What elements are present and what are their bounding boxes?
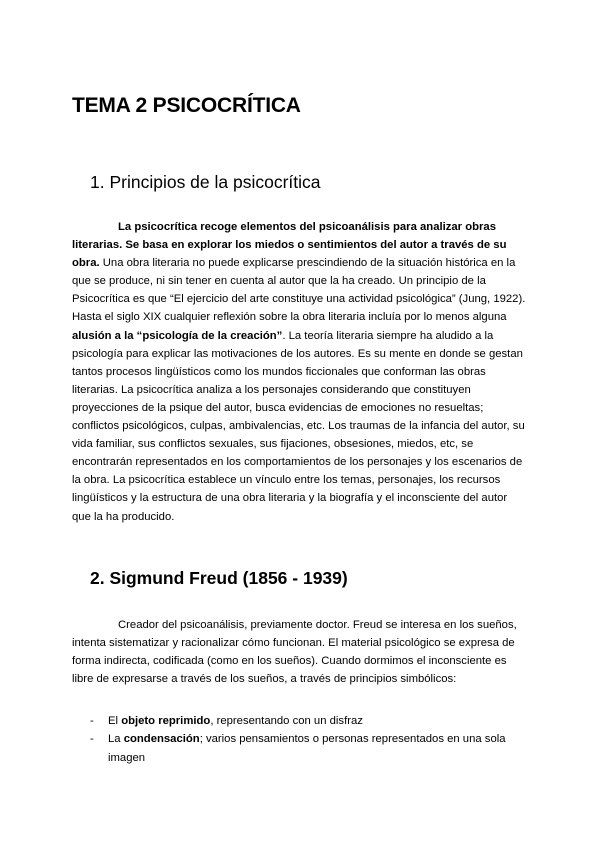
section-1-paragraph — [72, 218, 528, 526]
list-item-term: condensación — [123, 733, 200, 746]
list-item — [72, 712, 528, 730]
list-item-term: objeto reprimido — [121, 715, 211, 727]
lead-bold-text: La psicocrítica recoge elementos del psicoanálisis para analizar obras literarias. Se basa en explorar los miedos o sentimientos del autor a través de su obra. — [72, 221, 507, 270]
list-marker: - — [90, 715, 94, 727]
paragraph-text-c: . La teoría literaria siempre ha aludido a la psicología para explicar las motivaciones de los autores. Es su mente en donde se gestan tantos procesos lingüísticos como los mundos ficcionales que conforman las obras literarias. La psicocrítica analiza a los personajes considerando que constituyen proyecciones de la psique del autor, busca evidencias de emociones no resueltas; conflictos psicológicos, culpas, ambivalencias, etc. Los traumas de la infancia del autor, su vida familiar, sus conflictos sexuales, sus fijaciones, obsesiones, miedos, etc, se encontrarán representados en los comportamientos de los personajes y los escenarios de la obra. La psicocrítica establece un vínculo entre los temas, personajes, los recursos lingüísticos y la estructura de una obra literaria y la biografía y el inconsciente del autor que la ha producido. — [72, 329, 525, 523]
document-title: TEMA 2 PSICOCRÍTICA — [72, 94, 301, 117]
list-item — [72, 730, 528, 767]
section-1-heading: 1. Principios de la psicocrítica — [90, 172, 321, 192]
list-marker: - — [90, 733, 94, 746]
list-item-post: ; varios pensamientos o personas representados en una sola imagen — [108, 733, 506, 764]
symbolic-principles-list — [72, 712, 528, 767]
list-item-pre: El — [108, 715, 122, 727]
section-2-paragraph: Creador del psicoanálisis, previamente doctor. Freud se interesa en los sueños, intenta sistematizar y racionalizar cómo funcionan. El material psicológico se expresa de forma indirecta, codificada (como en los sueños). Cuando dormimos el inconsciente es libre de expresarse a través de los sueños, a través de principios simbólicos: — [72, 619, 517, 686]
list-item-pre: La — [108, 733, 124, 746]
bold-allusion-text: alusión a la “psicología de la creación” — [72, 329, 283, 342]
paragraph-text-a: Una obra literaria no puede explicarse prescindiendo de la situación histórica en la que se produce, ni sin tener en cuenta al autor que la ha creado. Un principio de la Psicocrítica es que “El ejercicio del arte constituye una actividad psicológica” (Jung, 1922). Hasta el siglo XIX cualquier reflexión sobre la obra literaria incluía por lo menos alguna — [72, 257, 526, 324]
list-item-post: , representando con un disfraz — [210, 715, 363, 727]
section-2-heading: 2. Sigmund Freud (1856 - 1939) — [90, 568, 348, 588]
